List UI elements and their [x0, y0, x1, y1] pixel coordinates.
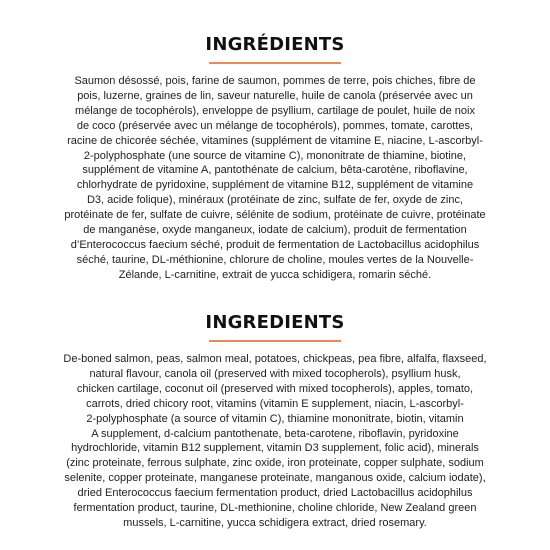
ingredient-line: De-boned salmon, peas, salmon meal, potatoes, chickpeas, pea fibre, alfalfa, flaxseed,	[63, 353, 487, 365]
french-heading-underline	[209, 62, 341, 64]
ingredient-line: D3, acide folique), minéraux (protéinate de zinc, sulfate de fer, oxyde de zinc,	[86, 194, 464, 207]
ingredient-line: Zélande, L-carnitine, extrait de yucca schidigera, romarin séché.	[118, 268, 432, 281]
french-heading: INGRÉDIENTS	[205, 34, 345, 55]
ingredient-line: natural flavour, canola oil (preserved with mixed tocopherols), psyllium husk,	[89, 367, 461, 380]
ingredient-line: protéinate de fer, sulfate de cuivre, sélénite de sodium, protéinate de cuivre, protéinate	[64, 209, 486, 222]
ingredient-line: racine de chicorée séchée, vitamines (supplément de vitamine E, niacine, L-ascorbyl-	[67, 134, 483, 147]
ingredient-line: mélange de tocophérols), enveloppe de psyllium, cartilage de poulet, huile de noix	[75, 104, 475, 117]
ingredient-line: de manganèse, oxyde manganeux, iodate de calcium), produit de fermentation	[83, 224, 467, 237]
english-ingredients-section	[0, 312, 550, 531]
ingredient-line: (zinc proteinate, ferrous sulphate, zinc oxide, iron proteinate, copper sulphate, sodium	[66, 457, 484, 470]
ingredient-line: selenite, copper proteinate, manganese proteinate, manganous oxide, calcium iodate),	[64, 472, 486, 485]
french-ingredients-section	[0, 34, 550, 283]
ingredient-line: d’Enterococcus faecium séché, produit de fermentation de Lactobacillus acidophilus	[70, 238, 480, 251]
english-heading: INGREDIENTS	[205, 312, 345, 333]
ingredient-line: chicken cartilage, coconut oil (preserved with mixed tocopherols), apples, tomato,	[76, 382, 474, 395]
ingredient-line: fermentation product, taurine, DL-methionine, choline chloride, New Zealand green	[73, 502, 477, 515]
ingredient-line: hydrochloride, vitamin B12 supplement, vitamin D3 supplement, folic acid), minerals	[71, 442, 479, 455]
ingredient-line: mussels, L-carnitine, yucca schidigera extract, dried rosemary.	[123, 516, 427, 529]
ingredient-line: supplément de vitamine A, pantothénate de calcium, bêta-carotène, riboflavine,	[82, 164, 468, 177]
english-heading-underline	[209, 340, 341, 342]
ingredient-line: de coco (préservée avec un mélange de tocophérols), pommes, tomate, carottes,	[76, 119, 474, 132]
french-ingredients-text	[37, 74, 513, 283]
ingredient-line: chlorhydrate de pyridoxine, supplément de vitamine B12, supplément de vitamine	[76, 179, 474, 192]
ingredient-line: Saumon désossé, pois, farine de saumon, pommes de terre, pois chiches, fibre de	[74, 75, 476, 87]
english-ingredients-text	[37, 352, 513, 531]
ingredient-line: A supplement, d-calcium pantothenate, beta-carotene, riboflavin, pyridoxine	[91, 427, 459, 440]
ingredient-line: 2-polyphosphate (a source of vitamin C), thiamine mononitrate, biotin, vitamin	[86, 412, 464, 425]
ingredient-line: dried Enterococcus faecium fermentation product, dried Lactobacillus acidophilus	[77, 487, 473, 500]
ingredient-line: carrots, dried chicory root, vitamins (vitamin E supplement, niacin, L-ascorbyl-	[86, 397, 464, 410]
ingredient-line: séché, taurine, DL-méthionine, chlorure de choline, moules vertes de la Nouvelle-	[76, 253, 474, 266]
ingredient-line: pois, luzerne, graines de lin, saveur naturelle, huile de canola (préservée avec un	[77, 89, 473, 102]
ingredient-line: 2-polyphosphate (une source de vitamine C), mononitrate de thiamine, biotine,	[83, 149, 467, 162]
